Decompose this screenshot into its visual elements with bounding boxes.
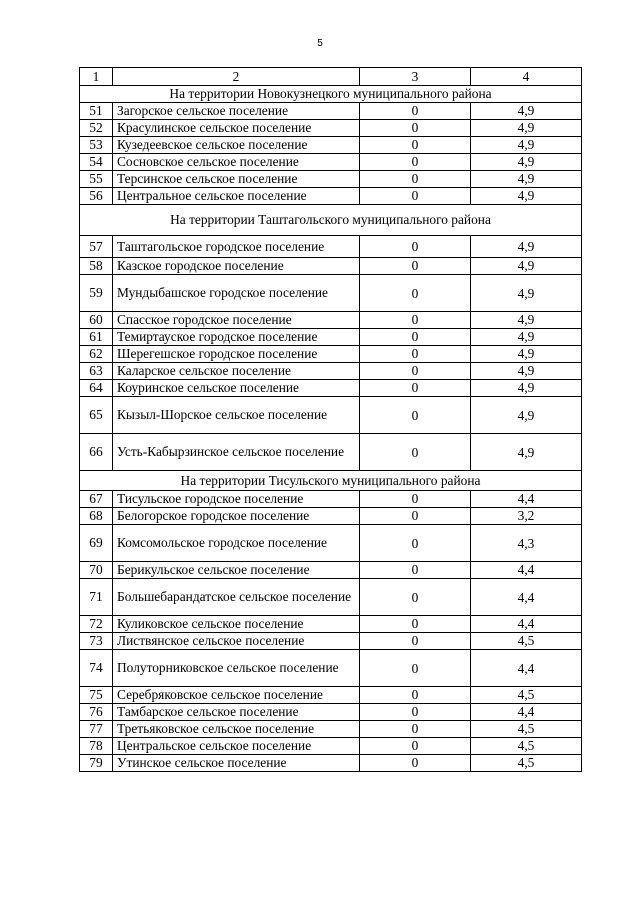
row-number: 55 [80, 171, 113, 188]
column-3-value: 0 [360, 137, 471, 154]
column-3-value: 0 [360, 616, 471, 633]
column-3-value: 0 [360, 633, 471, 650]
column-3-value: 0 [360, 363, 471, 380]
settlement-name: Каларское сельское поселение [113, 363, 360, 380]
row-number: 63 [80, 363, 113, 380]
row-number: 65 [80, 397, 113, 434]
table-row [80, 434, 582, 471]
table-row [80, 188, 582, 205]
table-row [80, 380, 582, 397]
table-row [80, 633, 582, 650]
column-4-value: 4,4 [471, 491, 582, 508]
column-4-value: 4,9 [471, 137, 582, 154]
column-3-value: 0 [360, 258, 471, 275]
settlement-name: Сосновское сельское поселение [113, 154, 360, 171]
column-4-value: 4,3 [471, 525, 582, 562]
column-4-value: 4,5 [471, 633, 582, 650]
column-3-value: 0 [360, 525, 471, 562]
column-3-value: 0 [360, 329, 471, 346]
settlement-name: Листвянское сельское поселение [113, 633, 360, 650]
section-title-row [80, 205, 582, 236]
column-3-value: 0 [360, 171, 471, 188]
row-number: 78 [80, 738, 113, 755]
table-row [80, 236, 582, 258]
settlement-name: Казское городское поселение [113, 258, 360, 275]
row-number: 60 [80, 312, 113, 329]
column-4-value: 4,9 [471, 154, 582, 171]
column-header: 1 [80, 68, 113, 86]
table-row [80, 137, 582, 154]
row-number: 61 [80, 329, 113, 346]
settlement-name: Кузедеевское сельское поселение [113, 137, 360, 154]
settlement-name: Большебарандатское сельское поселение [113, 579, 360, 616]
table-row [80, 275, 582, 312]
column-header: 3 [360, 68, 471, 86]
table-row [80, 525, 582, 562]
row-number: 58 [80, 258, 113, 275]
settlement-name: Центральское сельское поселение [113, 738, 360, 755]
column-3-value: 0 [360, 103, 471, 120]
column-3-value: 0 [360, 755, 471, 772]
row-number: 66 [80, 434, 113, 471]
settlement-name: Комсомольское городское поселение [113, 525, 360, 562]
table-row [80, 312, 582, 329]
column-3-value: 0 [360, 346, 471, 363]
settlement-name: Тамбарское сельское поселение [113, 704, 360, 721]
row-number: 53 [80, 137, 113, 154]
row-number: 76 [80, 704, 113, 721]
column-3-value: 0 [360, 491, 471, 508]
column-3-value: 0 [360, 562, 471, 579]
row-number: 73 [80, 633, 113, 650]
section-title-row [80, 471, 582, 491]
settlement-name: Шерегешское городское поселение [113, 346, 360, 363]
column-header: 4 [471, 68, 582, 86]
column-4-value: 4,4 [471, 562, 582, 579]
row-number: 56 [80, 188, 113, 205]
settlement-name: Кызыл-Шорское сельское поселение [113, 397, 360, 434]
column-3-value: 0 [360, 508, 471, 525]
table-row [80, 103, 582, 120]
section-title: На территории Тисульского муниципального района [80, 471, 582, 491]
section-title: На территории Новокузнецкого муниципального района [80, 86, 582, 103]
settlement-name: Тисульское городское поселение [113, 491, 360, 508]
settlement-name: Мундыбашское городское поселение [113, 275, 360, 312]
column-3-value: 0 [360, 312, 471, 329]
row-number: 64 [80, 380, 113, 397]
column-4-value: 4,9 [471, 434, 582, 471]
settlement-name: Загорское сельское поселение [113, 103, 360, 120]
section-title: На территории Таштагольского муниципального района [80, 205, 582, 236]
column-4-value: 4,5 [471, 721, 582, 738]
column-4-value: 4,4 [471, 704, 582, 721]
settlement-name: Утинское сельское поселение [113, 755, 360, 772]
table-row [80, 258, 582, 275]
column-3-value: 0 [360, 275, 471, 312]
column-4-value: 4,9 [471, 236, 582, 258]
table-row [80, 346, 582, 363]
table-row [80, 154, 582, 171]
column-4-value: 4,9 [471, 312, 582, 329]
table-row [80, 579, 582, 616]
column-3-value: 0 [360, 687, 471, 704]
row-number: 72 [80, 616, 113, 633]
column-3-value: 0 [360, 380, 471, 397]
column-3-value: 0 [360, 236, 471, 258]
column-3-value: 0 [360, 154, 471, 171]
column-3-value: 0 [360, 579, 471, 616]
settlement-name: Берикульское сельское поселение [113, 562, 360, 579]
row-number: 69 [80, 525, 113, 562]
row-number: 52 [80, 120, 113, 137]
column-4-value: 4,9 [471, 188, 582, 205]
column-3-value: 0 [360, 188, 471, 205]
column-4-value: 4,9 [471, 171, 582, 188]
table-row [80, 397, 582, 434]
column-4-value: 4,9 [471, 258, 582, 275]
row-number: 75 [80, 687, 113, 704]
column-3-value: 0 [360, 650, 471, 687]
settlement-name: Таштагольское городское поселение [113, 236, 360, 258]
row-number: 68 [80, 508, 113, 525]
row-number: 67 [80, 491, 113, 508]
column-3-value: 0 [360, 397, 471, 434]
table-row [80, 562, 582, 579]
row-number: 54 [80, 154, 113, 171]
table-row [80, 738, 582, 755]
settlement-name: Центральное сельское поселение [113, 188, 360, 205]
column-3-value: 0 [360, 704, 471, 721]
row-number: 74 [80, 650, 113, 687]
row-number: 70 [80, 562, 113, 579]
table-row [80, 363, 582, 380]
row-number: 59 [80, 275, 113, 312]
settlement-name: Темиртауское городское поселение [113, 329, 360, 346]
column-3-value: 0 [360, 120, 471, 137]
table-header-row [80, 68, 582, 86]
settlement-name: Красулинское сельское поселение [113, 120, 360, 137]
table-row [80, 171, 582, 188]
section-title-row [80, 86, 582, 103]
row-number: 79 [80, 755, 113, 772]
column-4-value: 4,9 [471, 329, 582, 346]
column-4-value: 4,9 [471, 397, 582, 434]
column-4-value: 4,5 [471, 738, 582, 755]
settlement-name: Терсинское сельское поселение [113, 171, 360, 188]
row-number: 62 [80, 346, 113, 363]
settlement-name: Серебряковское сельское поселение [113, 687, 360, 704]
row-number: 71 [80, 579, 113, 616]
row-number: 77 [80, 721, 113, 738]
table-row [80, 616, 582, 633]
column-4-value: 4,9 [471, 103, 582, 120]
settlement-name: Полуторниковское сельское поселение [113, 650, 360, 687]
table-row [80, 650, 582, 687]
column-4-value: 4,9 [471, 346, 582, 363]
table-row [80, 755, 582, 772]
page-number: 5 [317, 38, 323, 49]
table-row [80, 721, 582, 738]
settlement-name: Третьяковское сельское поселение [113, 721, 360, 738]
column-4-value: 4,9 [471, 363, 582, 380]
column-3-value: 0 [360, 434, 471, 471]
column-4-value: 4,9 [471, 120, 582, 137]
settlement-name: Куликовское сельское поселение [113, 616, 360, 633]
column-3-value: 0 [360, 721, 471, 738]
column-header: 2 [113, 68, 360, 86]
settlement-name: Спасское городское поселение [113, 312, 360, 329]
row-number: 57 [80, 236, 113, 258]
settlement-name: Коуринское сельское поселение [113, 380, 360, 397]
settlements-table [79, 67, 582, 772]
table-row [80, 120, 582, 137]
table-row [80, 704, 582, 721]
column-4-value: 4,9 [471, 275, 582, 312]
column-3-value: 0 [360, 738, 471, 755]
column-4-value: 4,4 [471, 579, 582, 616]
column-4-value: 4,4 [471, 616, 582, 633]
table-row [80, 687, 582, 704]
column-4-value: 3,2 [471, 508, 582, 525]
column-4-value: 4,4 [471, 650, 582, 687]
column-4-value: 4,5 [471, 687, 582, 704]
settlement-name: Усть-Кабырзинское сельское поселение [113, 434, 360, 471]
row-number: 51 [80, 103, 113, 120]
table-row [80, 508, 582, 525]
column-4-value: 4,5 [471, 755, 582, 772]
table-row [80, 491, 582, 508]
settlement-name: Белогорское городское поселение [113, 508, 360, 525]
column-4-value: 4,9 [471, 380, 582, 397]
table-row [80, 329, 582, 346]
